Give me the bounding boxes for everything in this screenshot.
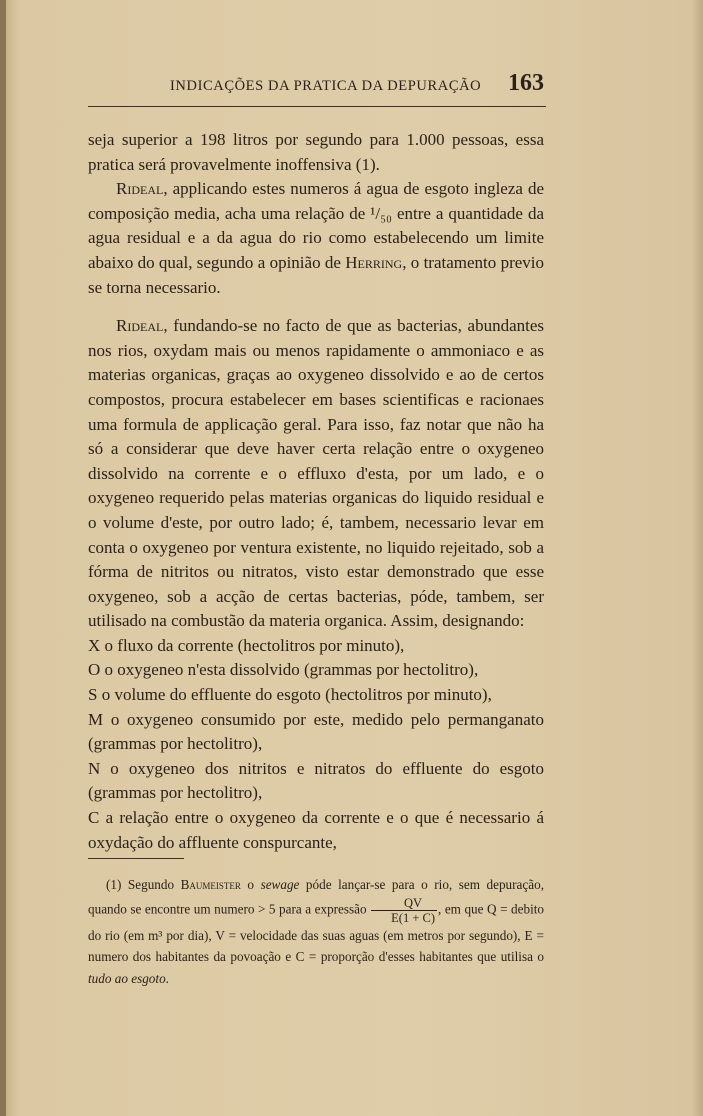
page-number: 163 bbox=[508, 70, 544, 96]
definition-m: M o oxygeneo consumido por este, medido pelo permanganato (grammas por hectolitro), bbox=[88, 709, 544, 754]
paragraph-1: seja superior a 198 litros por segundo para 1.000 pessoas, essa pratica será provavelmente inoffensiva (1). bbox=[88, 130, 544, 174]
footnote-marker: (1) bbox=[106, 877, 122, 892]
page-edge-shadow bbox=[691, 0, 703, 1116]
author-name-rideal: Rideal bbox=[116, 179, 164, 199]
author-name-baumeister: Baumeister bbox=[180, 877, 241, 892]
running-title: INDICAÇÕES DA PRATICA DA DEPURAÇÃO bbox=[170, 78, 482, 94]
author-name-herring: Herring bbox=[345, 252, 403, 272]
word-sewage: sewage bbox=[260, 877, 300, 892]
definition-n: N o oxygeneo dos nitritos e nitratos do effluente do esgoto (grammas por hectolitro), bbox=[88, 758, 544, 803]
footnote bbox=[88, 874, 544, 989]
definition-o: O o oxygeneo n'esta dissolvido (grammas por hectolitro), bbox=[88, 660, 479, 680]
paragraph-3: Rideal, fundando-se no facto de que as bacterias, abundantes nos rios, oxydam mais ou menos rapidamente o ammoniaco e as materias organicas, graças ao oxygeneo dissolvido e ao de certos compostos, procura estabelecer em bases scientificas e racionaes uma formula de applicação geral. Para isso, faz notar que não ha só a considerar que deve haver certa relação entre o oxygeneo dissolvido na corrente e o effluxo d'esta, por um lado, e o oxygeneo requerido pelas materias organicas do liquido residual e o volume d'este, por outro lado; é, tambem, necessario levar em conta o oxygeneo por ventura existente, no liquido rejeitado, sob a fórma de nitritos ou nitratos, visto estar demonstrado que esse oxygeneo, sob a acção de certas bacterias, póde, tambem, ser utilisado na combustão da materia organica. Assim, designando: bbox=[88, 316, 544, 631]
phrase-tudo-ao-esgoto: tudo ao esgoto bbox=[88, 970, 166, 986]
author-name-rideal-2: Rideal bbox=[116, 316, 164, 336]
footnote-text: (1) Segundo Baumeister o sewage póde lançar-se para o rio, sem depuração, quando se encontre um numero > 5 para a expressão $\frac{QV}{E(1 + C)}$ , em que Q = debito do rio (em m³ por dia), V = velocidade das suas aguas (em metros por segundo), E = numero dos habitantes da povoação e C = proporção d'esses habitantes que utilisa o tudo ao esgoto. bbox=[88, 877, 544, 986]
page-binding-edge bbox=[0, 0, 6, 1116]
definition-c: C a relação entre o oxygeneo da corrente e o que é necessario á oxydação do affluente conspurcante, bbox=[88, 808, 544, 852]
body-text bbox=[88, 128, 544, 855]
definition-s: S o volume do effluente do esgoto (hectolitros por minuto), bbox=[88, 685, 492, 705]
footnote-rule bbox=[88, 858, 184, 859]
formula-fraction bbox=[371, 896, 437, 925]
definition-x: X o fluxo da corrente (hectolitros por minuto), bbox=[88, 635, 405, 655]
fraction-one-fiftieth: ¹/₅₀ bbox=[370, 203, 392, 223]
formula-numerator: QV bbox=[371, 896, 437, 911]
formula-denominator: E(1 + C) bbox=[391, 910, 435, 925]
paragraph-2: Rideal, applicando estes numeros á agua de esgoto ingleza de composição media, acha uma relação de ¹/₅₀ entre a quantidade da agua residual e a da agua do rio como estabelecendo um limite abaixo do qual, segundo a opinião de Herring, o tratamento previo se torna necessario. bbox=[88, 179, 545, 297]
page-header bbox=[88, 66, 546, 107]
